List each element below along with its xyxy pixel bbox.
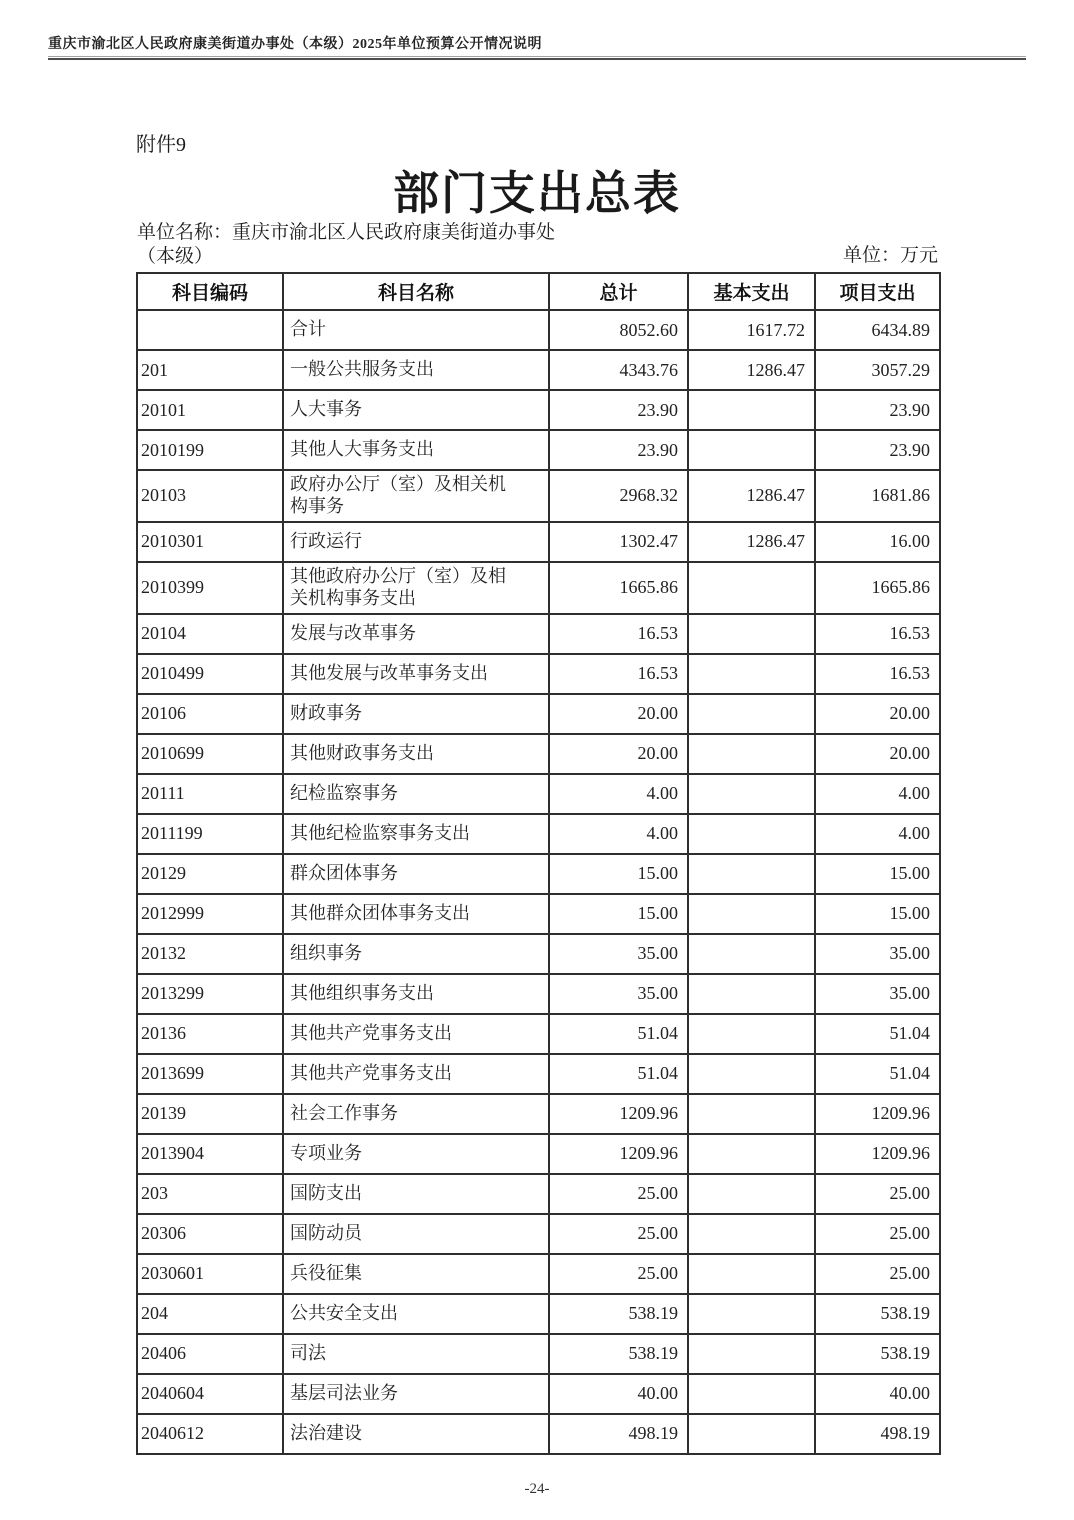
basic-expenditure-cell	[688, 854, 815, 894]
table-row	[137, 934, 940, 974]
col-header-basic-expenditure: 基本支出	[688, 273, 815, 310]
basic-expenditure-cell: 1617.72	[688, 310, 815, 350]
total-cell: 1665.86	[549, 562, 688, 614]
total-cell: 25.00	[549, 1254, 688, 1294]
subject-name-cell: 合计	[283, 310, 549, 350]
subject-name-cell: 行政运行	[283, 522, 549, 562]
col-header-subject-code: 科目编码	[137, 273, 283, 310]
project-expenditure-cell: 40.00	[815, 1374, 940, 1414]
page-number: -24-	[524, 1481, 550, 1497]
table-row	[137, 1254, 940, 1294]
total-cell: 1302.47	[549, 522, 688, 562]
project-expenditure-cell: 16.53	[815, 654, 940, 694]
total-cell: 498.19	[549, 1414, 688, 1454]
table-row	[137, 1094, 940, 1134]
subject-code-cell: 20136	[137, 1014, 283, 1054]
table-row	[137, 1374, 940, 1414]
project-expenditure-cell: 23.90	[815, 430, 940, 470]
table-header-row	[137, 273, 940, 310]
basic-expenditure-cell	[688, 694, 815, 734]
basic-expenditure-cell: 1286.47	[688, 350, 815, 390]
total-cell: 20.00	[549, 734, 688, 774]
subject-code-cell: 2040604	[137, 1374, 283, 1414]
table-row	[137, 734, 940, 774]
subject-code-cell: 20101	[137, 390, 283, 430]
table-row	[137, 562, 940, 614]
subject-name-cell: 组织事务	[283, 934, 549, 974]
total-cell: 20.00	[549, 694, 688, 734]
basic-expenditure-cell	[688, 974, 815, 1014]
total-cell: 15.00	[549, 894, 688, 934]
total-cell: 51.04	[549, 1054, 688, 1094]
project-expenditure-cell: 15.00	[815, 854, 940, 894]
total-cell: 2968.32	[549, 470, 688, 522]
subject-code-cell: 20106	[137, 694, 283, 734]
subject-name-cell: 其他人大事务支出	[283, 430, 549, 470]
document-header-title: 重庆市渝北区人民政府康美街道办事处（本级）2025年单位预算公开情况说明	[48, 37, 542, 52]
project-expenditure-cell: 1209.96	[815, 1094, 940, 1134]
project-expenditure-cell: 16.53	[815, 614, 940, 654]
project-expenditure-cell: 20.00	[815, 734, 940, 774]
table-row	[137, 430, 940, 470]
total-cell: 15.00	[549, 854, 688, 894]
col-header-subject-name: 科目名称	[283, 273, 549, 310]
subject-code-cell: 20104	[137, 614, 283, 654]
table-row	[137, 1014, 940, 1054]
basic-expenditure-cell	[688, 1334, 815, 1374]
subject-name-cell: 其他组织事务支出	[283, 974, 549, 1014]
subject-name-cell: 兵役征集	[283, 1254, 549, 1294]
subject-code-cell: 20139	[137, 1094, 283, 1134]
basic-expenditure-cell	[688, 1214, 815, 1254]
table-meta	[137, 221, 938, 270]
project-expenditure-cell: 15.00	[815, 894, 940, 934]
subject-code-cell: 2011199	[137, 814, 283, 854]
table-row	[137, 774, 940, 814]
total-cell: 23.90	[549, 430, 688, 470]
project-expenditure-cell: 498.19	[815, 1414, 940, 1454]
project-expenditure-cell: 35.00	[815, 974, 940, 1014]
table-row	[137, 854, 940, 894]
basic-expenditure-cell	[688, 1254, 815, 1294]
total-cell: 40.00	[549, 1374, 688, 1414]
basic-expenditure-cell: 1286.47	[688, 522, 815, 562]
total-cell: 1209.96	[549, 1134, 688, 1174]
total-cell: 25.00	[549, 1214, 688, 1254]
subject-name-cell: 基层司法业务	[283, 1374, 549, 1414]
subject-code-cell	[137, 310, 283, 350]
subject-code-cell: 2013699	[137, 1054, 283, 1094]
table-row	[137, 1334, 940, 1374]
subject-name-cell: 司法	[283, 1334, 549, 1374]
project-expenditure-cell: 1209.96	[815, 1134, 940, 1174]
page-title: 部门支出总表	[393, 167, 681, 219]
subject-name-cell: 政府办公厅（室）及相关机构事务	[283, 470, 549, 522]
total-cell: 51.04	[549, 1014, 688, 1054]
total-cell: 16.53	[549, 614, 688, 654]
col-header-project-expenditure: 项目支出	[815, 273, 940, 310]
subject-name-cell: 法治建设	[283, 1414, 549, 1454]
total-cell: 4343.76	[549, 350, 688, 390]
table-row	[137, 694, 940, 734]
table-row	[137, 310, 940, 350]
subject-code-cell: 20111	[137, 774, 283, 814]
project-expenditure-cell: 35.00	[815, 934, 940, 974]
subject-name-cell: 其他财政事务支出	[283, 734, 549, 774]
table-row	[137, 1414, 940, 1454]
total-cell: 25.00	[549, 1174, 688, 1214]
unit-label: 单位：万元	[842, 244, 938, 266]
total-cell: 538.19	[549, 1294, 688, 1334]
project-expenditure-cell: 1681.86	[815, 470, 940, 522]
table-row	[137, 1174, 940, 1214]
subject-code-cell: 203	[137, 1174, 283, 1214]
basic-expenditure-cell	[688, 1134, 815, 1174]
basic-expenditure-cell	[688, 1374, 815, 1414]
project-expenditure-cell: 51.04	[815, 1014, 940, 1054]
subject-name-cell: 人大事务	[283, 390, 549, 430]
project-expenditure-cell: 3057.29	[815, 350, 940, 390]
basic-expenditure-cell	[688, 894, 815, 934]
subject-code-cell: 2040612	[137, 1414, 283, 1454]
table-row	[137, 522, 940, 562]
table-row	[137, 974, 940, 1014]
subject-code-cell: 20129	[137, 854, 283, 894]
subject-name-cell: 其他共产党事务支出	[283, 1014, 549, 1054]
basic-expenditure-cell	[688, 1414, 815, 1454]
total-cell: 35.00	[549, 934, 688, 974]
subject-code-cell: 2013299	[137, 974, 283, 1014]
table-row	[137, 1134, 940, 1174]
project-expenditure-cell: 4.00	[815, 814, 940, 854]
table-row	[137, 1294, 940, 1334]
col-header-total: 总计	[549, 273, 688, 310]
subject-code-cell: 2010499	[137, 654, 283, 694]
attachment-label: 附件9	[136, 134, 186, 156]
subject-code-cell: 201	[137, 350, 283, 390]
basic-expenditure-cell	[688, 1054, 815, 1094]
subject-code-cell: 20306	[137, 1214, 283, 1254]
table-row	[137, 1214, 940, 1254]
total-cell: 35.00	[549, 974, 688, 1014]
project-expenditure-cell: 20.00	[815, 694, 940, 734]
subject-name-cell: 其他共产党事务支出	[283, 1054, 549, 1094]
table-body	[137, 310, 940, 1454]
total-cell: 4.00	[549, 774, 688, 814]
table-row	[137, 894, 940, 934]
basic-expenditure-cell	[688, 614, 815, 654]
total-cell: 23.90	[549, 390, 688, 430]
subject-name-cell: 社会工作事务	[283, 1094, 549, 1134]
project-expenditure-cell: 538.19	[815, 1334, 940, 1374]
basic-expenditure-cell	[688, 430, 815, 470]
subject-code-cell: 204	[137, 1294, 283, 1334]
subject-code-cell: 2012999	[137, 894, 283, 934]
basic-expenditure-cell	[688, 562, 815, 614]
total-cell: 1209.96	[549, 1094, 688, 1134]
subject-code-cell: 2010301	[137, 522, 283, 562]
basic-expenditure-cell	[688, 1174, 815, 1214]
project-expenditure-cell: 23.90	[815, 390, 940, 430]
subject-name-cell: 公共安全支出	[283, 1294, 549, 1334]
table-row	[137, 350, 940, 390]
table-row	[137, 814, 940, 854]
subject-name-cell: 其他发展与改革事务支出	[283, 654, 549, 694]
subject-code-cell: 2030601	[137, 1254, 283, 1294]
subject-name-cell: 国防动员	[283, 1214, 549, 1254]
total-cell: 8052.60	[549, 310, 688, 350]
subject-code-cell: 20103	[137, 470, 283, 522]
total-cell: 16.53	[549, 654, 688, 694]
table-row	[137, 470, 940, 522]
basic-expenditure-cell	[688, 934, 815, 974]
basic-expenditure-cell	[688, 814, 815, 854]
basic-expenditure-cell	[688, 654, 815, 694]
subject-name-cell: 其他政府办公厅（室）及相关机构事务支出	[283, 562, 549, 614]
total-cell: 538.19	[549, 1334, 688, 1374]
unit-name-label: 单位名称：重庆市渝北区人民政府康美街道办事处（本级）	[137, 222, 556, 268]
table-row	[137, 614, 940, 654]
subject-code-cell: 20406	[137, 1334, 283, 1374]
basic-expenditure-cell	[688, 390, 815, 430]
basic-expenditure-cell	[688, 734, 815, 774]
basic-expenditure-cell	[688, 1014, 815, 1054]
project-expenditure-cell: 25.00	[815, 1174, 940, 1214]
subject-name-cell: 国防支出	[283, 1174, 549, 1214]
project-expenditure-cell: 1665.86	[815, 562, 940, 614]
header-divider	[48, 56, 1026, 60]
table-row	[137, 390, 940, 430]
subject-code-cell: 2013904	[137, 1134, 283, 1174]
basic-expenditure-cell	[688, 1294, 815, 1334]
subject-name-cell: 专项业务	[283, 1134, 549, 1174]
subject-name-cell: 财政事务	[283, 694, 549, 734]
subject-name-cell: 群众团体事务	[283, 854, 549, 894]
subject-name-cell: 纪检监察事务	[283, 774, 549, 814]
subject-name-cell: 其他群众团体事务支出	[283, 894, 549, 934]
project-expenditure-cell: 4.00	[815, 774, 940, 814]
basic-expenditure-cell	[688, 1094, 815, 1134]
project-expenditure-cell: 25.00	[815, 1254, 940, 1294]
project-expenditure-cell: 6434.89	[815, 310, 940, 350]
table-row	[137, 654, 940, 694]
project-expenditure-cell: 51.04	[815, 1054, 940, 1094]
subject-name-cell: 发展与改革事务	[283, 614, 549, 654]
subject-name-cell: 其他纪检监察事务支出	[283, 814, 549, 854]
basic-expenditure-cell: 1286.47	[688, 470, 815, 522]
subject-code-cell: 2010199	[137, 430, 283, 470]
subject-name-cell: 一般公共服务支出	[283, 350, 549, 390]
subject-code-cell: 2010399	[137, 562, 283, 614]
expenditure-table	[136, 272, 941, 1455]
basic-expenditure-cell	[688, 774, 815, 814]
project-expenditure-cell: 538.19	[815, 1294, 940, 1334]
subject-code-cell: 20132	[137, 934, 283, 974]
project-expenditure-cell: 25.00	[815, 1214, 940, 1254]
table-row	[137, 1054, 940, 1094]
project-expenditure-cell: 16.00	[815, 522, 940, 562]
subject-code-cell: 2010699	[137, 734, 283, 774]
total-cell: 4.00	[549, 814, 688, 854]
